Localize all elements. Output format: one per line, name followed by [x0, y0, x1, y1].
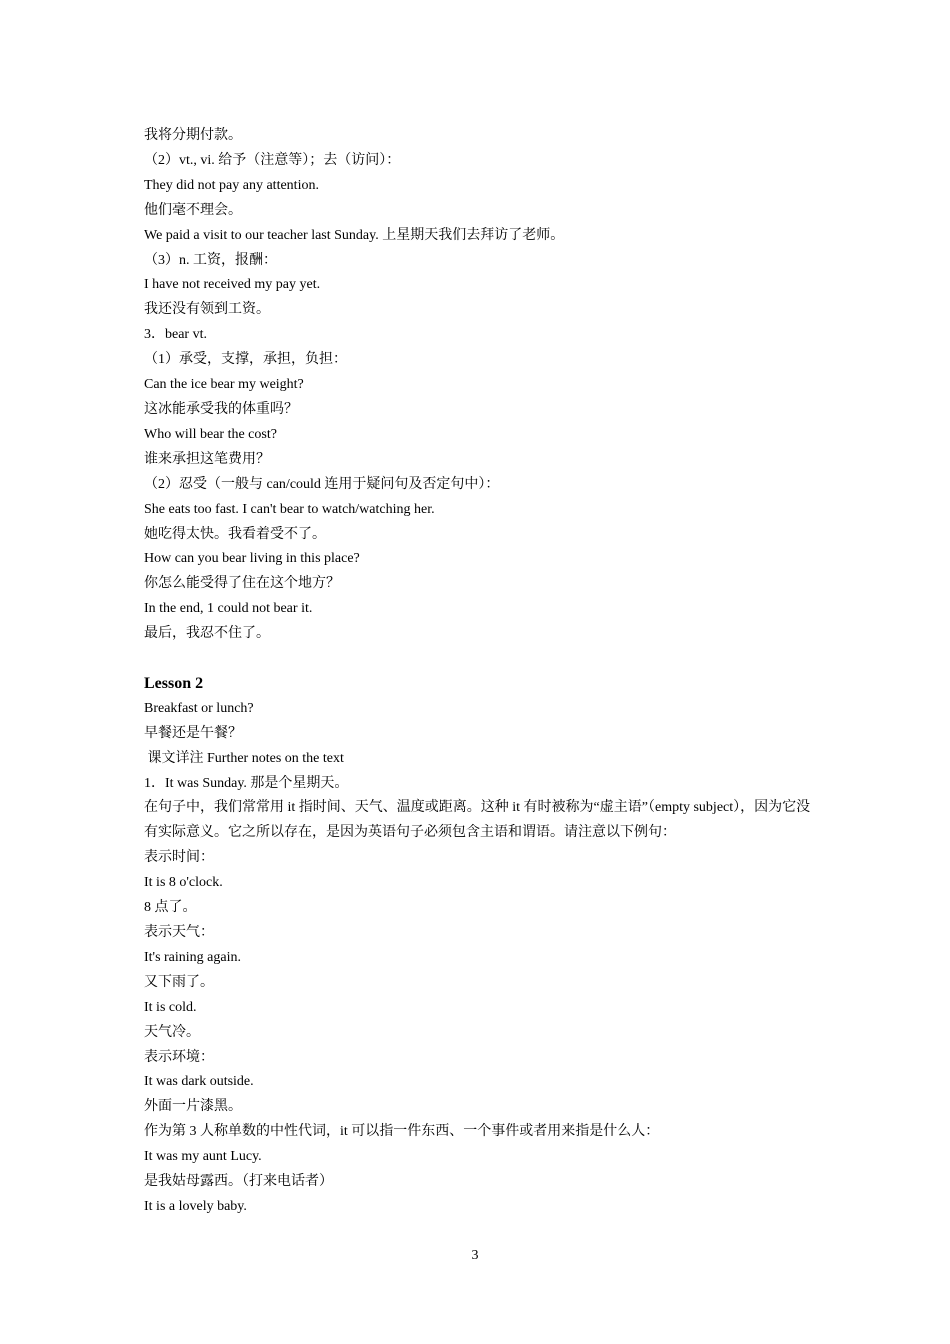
- text-line: It was my aunt Lucy.: [144, 1149, 262, 1165]
- text-line: They did not pay any attention.: [144, 177, 319, 193]
- text-line: Who will bear the cost?: [144, 426, 277, 442]
- page-content: [144, 124, 814, 1220]
- text-line: It is 8 o'clock.: [144, 875, 223, 891]
- text-line: I have not received my pay yet.: [144, 277, 321, 293]
- text-line: 3．bear vt.: [144, 327, 207, 343]
- text-line: How can you bear living in this place?: [144, 551, 360, 567]
- text-line: 早餐还是午餐？: [144, 725, 242, 741]
- text-line: 表示天气：: [144, 924, 214, 940]
- text-line: 是我姑母露西。（打来电话者）: [144, 1174, 333, 1190]
- text-line: 谁来承担这笔费用？: [144, 451, 270, 467]
- text-line: 8 点了。: [144, 900, 197, 916]
- text-line: （2）忍受（一般与 can/could 连用于疑问句及否定句中）：: [144, 476, 500, 492]
- text-line: Can the ice bear my weight?: [144, 377, 304, 393]
- text-line: 她吃得太快。我看着受不了。: [144, 526, 326, 542]
- text-line: 我还没有领到工资。: [144, 302, 270, 318]
- text-line: It is a lovely baby.: [144, 1198, 247, 1214]
- text-line: 课文详注 Further notes on the text: [144, 750, 344, 766]
- text-line: （2）vt., vi. 给予（注意等）；去（访问）：: [144, 152, 401, 168]
- text-line: （3）n. 工资，报酬：: [144, 252, 277, 268]
- text-line: 1．It was Sunday. 那是个星期天。: [144, 775, 349, 791]
- text-line: 作为第 3 人称单数的中性代词，it 可以指一件东西、一个事件或者用来指是什么人：: [144, 1124, 660, 1140]
- text-line: 表示环境：: [144, 1049, 214, 1065]
- text-line: 他们毫不理会。: [144, 202, 242, 218]
- text-line: 最后，我忍不住了。: [144, 626, 270, 642]
- text-line: 外面一片漆黑。: [144, 1099, 242, 1115]
- text-line: She eats too fast. I can't bear to watch/watching her.: [144, 501, 435, 517]
- text-line: Breakfast or lunch?: [144, 700, 254, 716]
- text-line: It's raining again.: [144, 949, 241, 965]
- text-line: （1）承受，支撑，承担，负担：: [144, 352, 347, 368]
- text-line: 我将分期付款。: [144, 128, 242, 143]
- text-line: 天气冷。: [144, 1024, 200, 1040]
- body-paragraph: 在句子中，我们常常用 it 指时间、天气、温度或距离。这种 it 有时被称为“虚主语”（empty subject），因为它没有实际意义。它之所以存在，是因为英语句子必须包含主语和谓语。请注意以下例句：: [144, 800, 811, 841]
- text-line: 你怎么能受得了住在这个地方？: [144, 576, 340, 592]
- text-line: 这冰能承受我的体重吗？: [144, 401, 298, 417]
- blank-line: [144, 647, 814, 672]
- text-line: It was dark outside.: [144, 1074, 254, 1090]
- text-line: 表示时间：: [144, 850, 214, 866]
- text-line: In the end, 1 could not bear it.: [144, 601, 313, 617]
- text-line: 又下雨了。: [144, 974, 214, 990]
- page-number: 3: [471, 1248, 479, 1263]
- lesson-heading: Lesson 2: [144, 674, 204, 692]
- text-line: It is cold.: [144, 999, 197, 1015]
- text-line: We paid a visit to our teacher last Sunday. 上星期天我们去拜访了老师。: [144, 227, 565, 243]
